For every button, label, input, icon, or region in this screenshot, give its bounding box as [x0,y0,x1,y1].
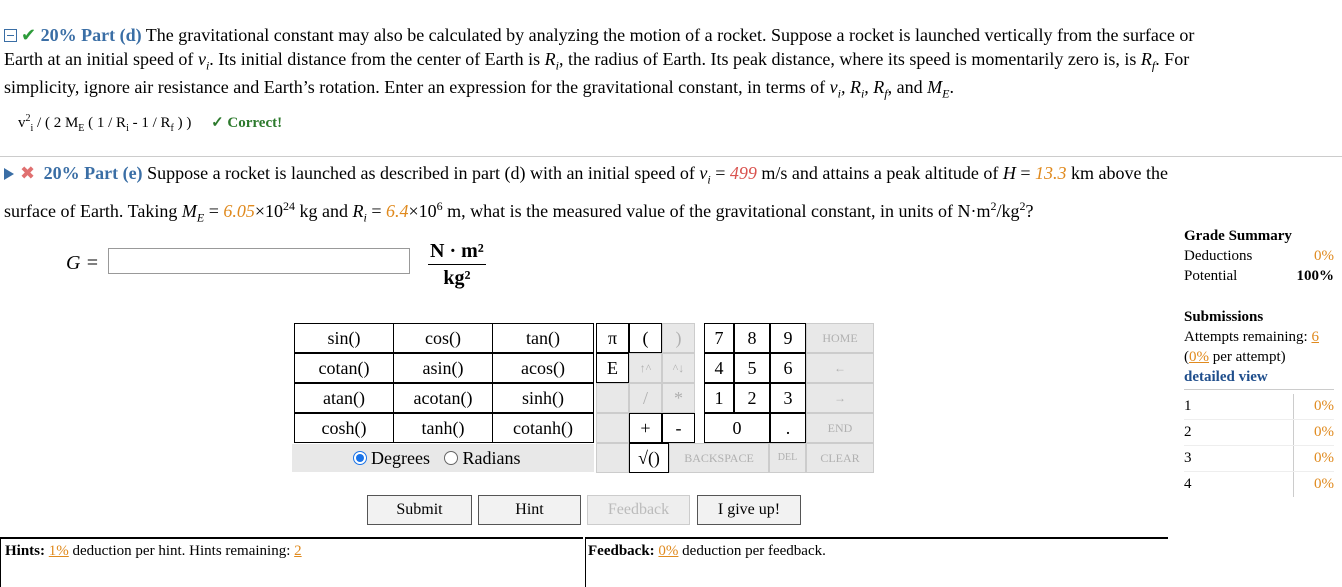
h-symbol: H [1002,163,1016,183]
blank-cell [596,413,629,443]
text: kg and [295,201,353,221]
power-down-button[interactable]: ^↓ [662,353,695,383]
grade-summary [1184,226,1334,497]
attempt-number: 4 [1184,476,1192,492]
attempt-row [1184,420,1334,446]
unit-fraction [428,238,486,291]
attempt-number: 1 [1184,398,1192,414]
submissions-title: Submissions [1184,309,1264,325]
sinh-button[interactable]: sinh() [492,383,594,413]
attempt-number: 2 [1184,424,1192,440]
answer-expr: / ( 2 M [37,115,79,131]
attempts-table [1184,389,1334,497]
hints-remaining: 2 [294,543,302,559]
part-e-percent: 20% [43,163,80,183]
divide-button[interactable]: / [629,383,662,413]
answer-expr: v [18,115,26,131]
digit-3-button[interactable]: 3 [770,383,806,413]
attempt-value: 0% [1293,472,1334,497]
grade-summary-title: Grade Summary [1184,228,1292,244]
text: , the radius of Earth. Its peak distance, where its speed is momentarily zero is, is [559,49,1141,69]
text: , and [887,77,928,97]
acos-button[interactable]: acos() [492,353,594,383]
part-d-percent: 20% [40,25,77,45]
pi-button[interactable]: π [596,323,629,353]
feedback-panel [585,537,1168,587]
attempts-value: 6 [1311,329,1319,345]
digit-5-button[interactable]: 5 [734,353,770,383]
detailed-view-link[interactable]: detailed view [1184,369,1268,385]
vi-symbol: $v_i$ [197,49,210,73]
unit-denominator: kg² [443,267,471,289]
part-d-line1 [4,22,1194,48]
x-icon: ✖ [20,163,36,183]
attempt-value: 0% [1293,420,1334,445]
digit-8-button[interactable]: 8 [734,323,770,353]
digit-6-button[interactable]: 6 [770,353,806,383]
blank-cell [596,443,629,473]
digit-0-button[interactable]: 0 [704,413,770,443]
vi-symbol: $v_i$ [699,163,711,187]
potential-row [1184,266,1334,286]
digit-2-button[interactable]: 2 [734,383,770,413]
check-icon: ✔ [21,25,37,45]
hints-text: deduction per hint. Hints remaining: [68,543,295,559]
per-attempt-text: per attempt) [1209,349,1286,365]
hints-pct: 1% [48,543,69,559]
cos-button[interactable]: cos() [393,323,493,353]
feedback-button[interactable]: Feedback [587,495,690,525]
sin-button[interactable]: sin() [294,323,394,353]
me-value: 6.05 [223,201,255,221]
expand-icon[interactable] [4,168,14,180]
feedback-pct: 0% [658,543,679,559]
attempt-value: 0% [1293,446,1334,471]
radians-radio[interactable] [444,451,458,465]
decimal-button[interactable]: . [770,413,806,443]
divider [0,156,1342,157]
tan-button[interactable]: tan() [492,323,594,353]
symbols: $v_i$, $R_i$, $R_f$ [829,77,888,101]
give-up-button[interactable]: I give up! [697,495,801,525]
ri-exp: 6 [436,199,443,213]
atan-button[interactable]: atan() [294,383,394,413]
backspace-button[interactable]: BACKSPACE [669,443,769,473]
answer-expr: ) ) [173,115,192,131]
collapse-icon[interactable] [4,29,17,42]
attempts-remaining [1184,327,1334,347]
del-button[interactable]: DEL [769,443,806,473]
right-arrow-button[interactable]: → [806,383,874,413]
digit-9-button[interactable]: 9 [770,323,806,353]
hint-button[interactable]: Hint [478,495,581,525]
text: Suppose a rocket is launched as described in part (d) with an initial speed of [147,163,700,183]
part-d-line3: simplicity, ignore air resistance and Earth’s rotation. Enter an expression for the gravitational constant, in terms of $v_i$, $R_i$, $R_f$, and $M_E$. [4,77,954,101]
part-e-label: Part (e) [84,163,143,183]
part-e-line2: surface of Earth. Taking $M_E = 6.05\times 10^{24}$ kg and $R_i = 6.4\times 10^6$ m, what is the measured value of the gravitational constant, in units of $N\cdot m^2/kg^2$? [4,199,1034,225]
text: ? [1025,201,1034,221]
tanh-button[interactable]: tanh() [393,413,493,443]
blank-cell [596,383,629,413]
feedback-label: Feedback: [588,543,655,559]
me-exp: 24 [283,199,295,213]
acotan-button[interactable]: acotan() [393,383,493,413]
plus-button[interactable]: + [629,413,662,443]
text: simplicity, ignore air resistance and Earth’s rotation. Enter an expression for the gravitational constant, in terms of [4,77,830,97]
feedback-text: deduction per feedback. [678,543,826,559]
ri-value: 6.4 [386,201,409,221]
attempt-row [1184,446,1334,472]
text: . Its initial distance from the center of Earth is [209,49,545,69]
end-button[interactable]: END [806,413,874,443]
angle-mode [353,446,520,470]
ri-symbol: $R_i$ [544,49,560,73]
digit-7-button[interactable]: 7 [704,323,734,353]
power-up-button[interactable]: ↑^ [629,353,662,383]
attempts-label: Attempts remaining: [1184,329,1308,345]
asin-button[interactable]: asin() [393,353,493,383]
g-label: G = [66,252,99,274]
hints-label: Hints: [5,543,46,559]
text: Earth at an initial speed of [4,49,198,69]
lparen-button[interactable]: ( [629,323,662,353]
submit-button[interactable]: Submit [367,495,472,525]
cotan-button[interactable]: cotan() [294,353,394,383]
rf-symbol: $R_f$ [1140,49,1156,73]
text: m/s and attains a peak altitude of [756,163,1003,183]
part-d-answer: $v^2_i$ / ( 2 $M_E$ ( $1 / R_i - 1 / R_f$ ) ) ✓ Correct! [18,113,283,134]
cotanh-button[interactable]: cotanh() [492,413,594,443]
ri-symbol: $R_i$ [352,201,367,225]
potential-label: Potential [1184,268,1238,284]
h-value: 13.3 [1035,163,1067,183]
answer-expr: ( 1 / R [84,115,127,131]
clear-button[interactable]: CLEAR [806,443,874,473]
cosh-button[interactable]: cosh() [294,413,394,443]
multiply-button[interactable]: * [662,383,695,413]
home-button[interactable]: HOME [806,323,874,353]
answer-input[interactable] [108,248,410,274]
unit-numerator: N · m² [428,238,486,265]
me-symbol: $M_E$ [181,201,205,225]
deductions-value: 0% [1314,248,1334,264]
text: km above the [1066,163,1168,183]
me-symbol: $M_E$ [927,77,950,101]
radians-label: Radians [462,448,521,468]
potential-value: 100% [1296,268,1334,284]
attempt-value: 0% [1293,394,1334,419]
left-arrow-button[interactable]: ← [806,353,874,383]
part-d-text: The gravitational constant may also be calculated by analyzing the motion of a rocket. Suppose a rocket is launched vertically from the surface or [145,25,1195,45]
text: m, what is the measured value of the gravitational constant, in units of N·m [442,201,991,221]
deductions-row [1184,246,1334,266]
digit-1-button[interactable]: 1 [704,383,734,413]
hints-panel [0,537,583,587]
degrees-label: Degrees [371,448,430,468]
digit-4-button[interactable]: 4 [704,353,734,383]
per-attempt: (0% per attempt) [1184,349,1286,365]
per-attempt-pct: 0% [1189,349,1209,365]
text: surface of Earth. Taking [4,201,182,221]
text: . For [1155,49,1190,69]
rparen-button[interactable]: ) [662,323,695,353]
part-e-line1: ✖ 20% Part (e) Suppose a rocket is launched as described in part (d) with an initial speed of $v_i = 499$ m/s and attains a peak altitude of H = 13.3 km above the [4,160,1168,193]
part-d-label: Part (d) [81,25,142,45]
attempt-row [1184,394,1334,420]
vi-value: 499 [729,163,757,183]
text: /kg [996,201,1020,221]
answer-expr: - 1 / R [128,115,171,131]
attempt-number: 3 [1184,450,1192,466]
minus-button[interactable]: - [662,413,695,443]
correct-status: ✓ Correct! [211,115,283,131]
degrees-radio[interactable] [353,451,367,465]
attempt-row [1184,472,1334,497]
e-button[interactable]: E [596,353,629,383]
sqrt-button[interactable]: √() [629,443,669,473]
deductions-label: Deductions [1184,248,1253,264]
